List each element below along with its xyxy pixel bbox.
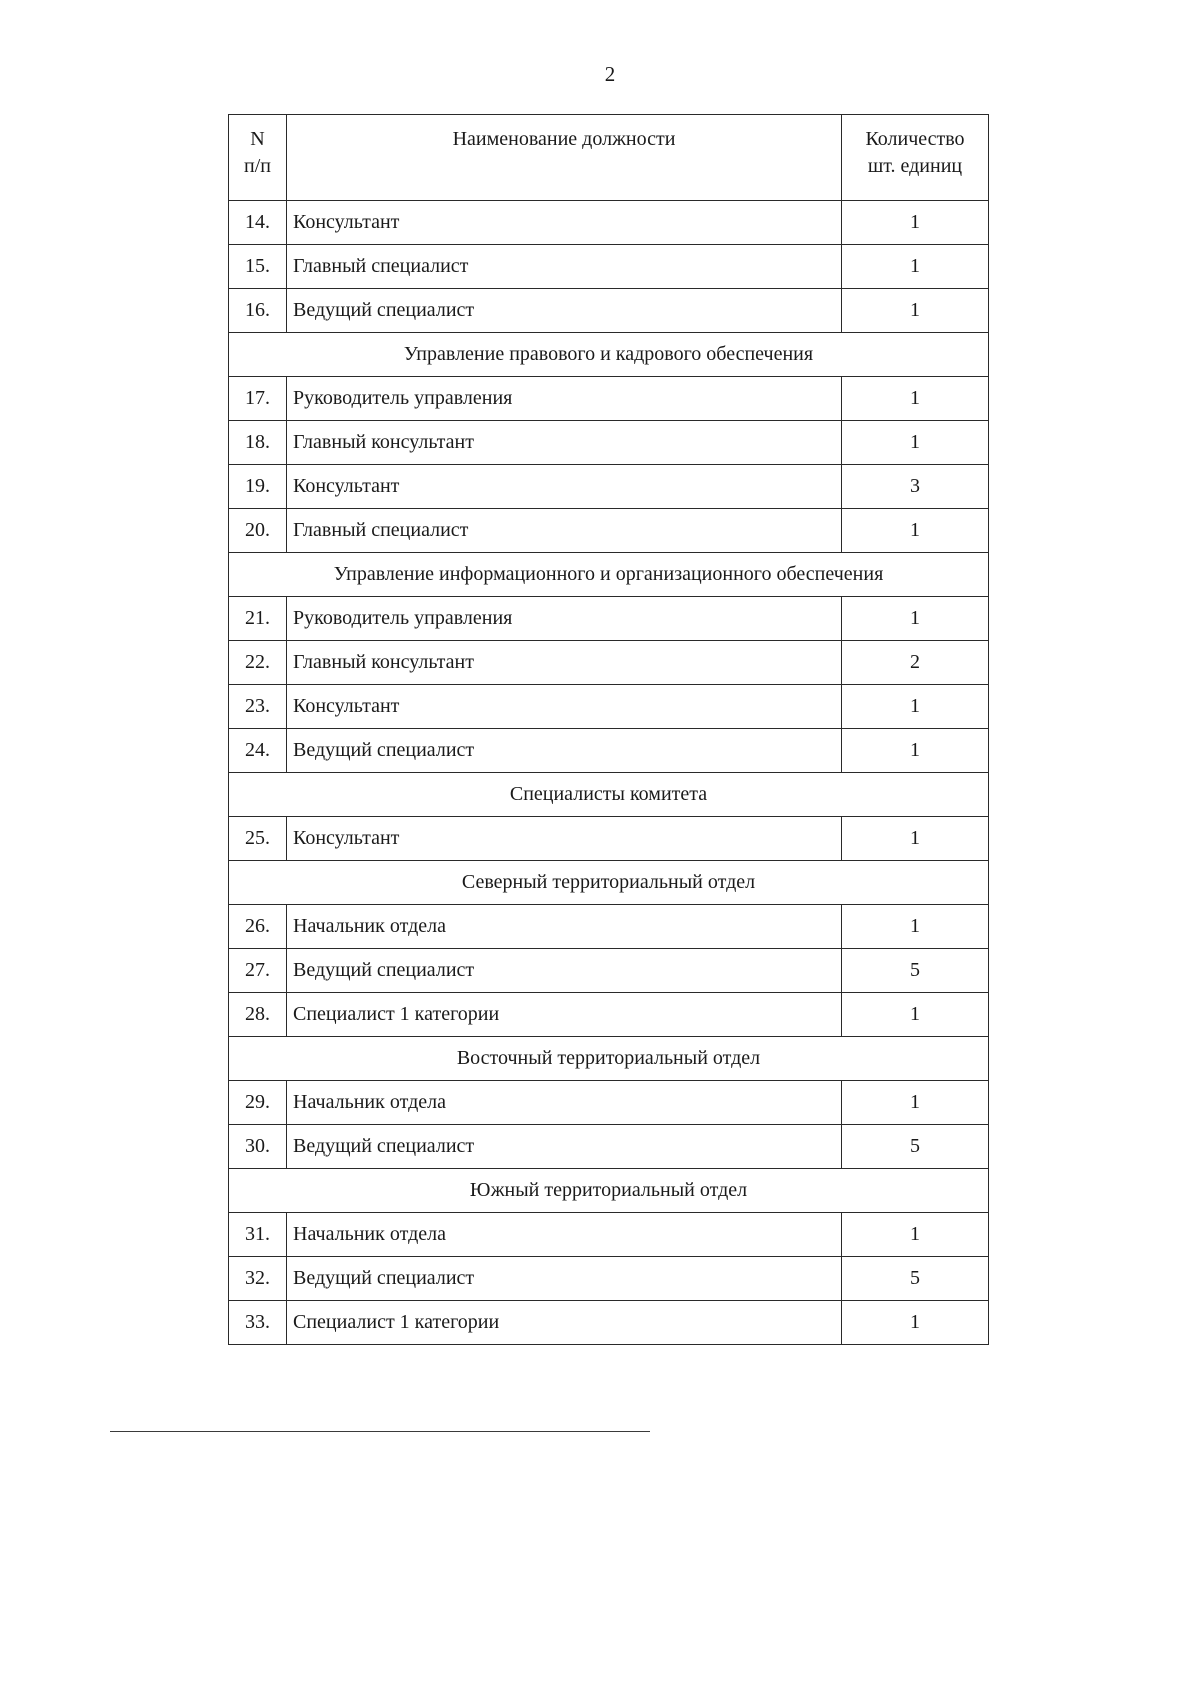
table-row	[229, 465, 989, 509]
table-row	[229, 1081, 989, 1125]
cell-quantity: 1	[842, 993, 989, 1037]
table-header-row	[229, 115, 989, 201]
table-body	[229, 201, 989, 1345]
section-header-row	[229, 553, 989, 597]
cell-number: 22.	[229, 641, 287, 685]
table-row	[229, 729, 989, 773]
cell-number: 30.	[229, 1125, 287, 1169]
cell-position-name: Специалист 1 категории	[287, 993, 842, 1037]
cell-position-name: Ведущий специалист	[287, 949, 842, 993]
cell-quantity: 1	[842, 817, 989, 861]
cell-number: 26.	[229, 905, 287, 949]
cell-position-name: Начальник отдела	[287, 1213, 842, 1257]
header-quantity-line-1: Количество	[865, 128, 965, 150]
cell-quantity: 1	[842, 597, 989, 641]
cell-quantity: 5	[842, 1125, 989, 1169]
section-header-row	[229, 333, 989, 377]
table-row	[229, 641, 989, 685]
section-header-row	[229, 861, 989, 905]
cell-number: 20.	[229, 509, 287, 553]
table-row	[229, 289, 989, 333]
cell-quantity: 5	[842, 949, 989, 993]
cell-number: 33.	[229, 1301, 287, 1345]
cell-quantity: 1	[842, 905, 989, 949]
cell-number: 21.	[229, 597, 287, 641]
table-row	[229, 1257, 989, 1301]
table-row	[229, 685, 989, 729]
cell-number: 24.	[229, 729, 287, 773]
cell-quantity: 1	[842, 509, 989, 553]
section-title: Специалисты комитета	[229, 773, 989, 817]
cell-quantity: 1	[842, 685, 989, 729]
header-position-name: Наименование должности	[287, 115, 842, 201]
cell-position-name: Ведущий специалист	[287, 289, 842, 333]
cell-position-name: Главный консультант	[287, 641, 842, 685]
cell-quantity: 1	[842, 421, 989, 465]
cell-number: 19.	[229, 465, 287, 509]
cell-position-name: Руководитель управления	[287, 597, 842, 641]
header-quantity-line-2: шт. единиц	[867, 155, 963, 177]
cell-quantity: 1	[842, 729, 989, 773]
cell-quantity: 1	[842, 1081, 989, 1125]
cell-position-name: Ведущий специалист	[287, 729, 842, 773]
cell-position-name: Специалист 1 категории	[287, 1301, 842, 1345]
cell-position-name: Консультант	[287, 465, 842, 509]
cell-position-name: Ведущий специалист	[287, 1125, 842, 1169]
table-row	[229, 201, 989, 245]
table-row	[229, 949, 989, 993]
table-row	[229, 1125, 989, 1169]
cell-quantity: 1	[842, 1213, 989, 1257]
header-quantity	[842, 115, 989, 201]
cell-number: 25.	[229, 817, 287, 861]
cell-position-name: Консультант	[287, 817, 842, 861]
cell-position-name: Ведущий специалист	[287, 1257, 842, 1301]
cell-number: 18.	[229, 421, 287, 465]
cell-number: 23.	[229, 685, 287, 729]
table-row	[229, 421, 989, 465]
cell-position-name: Главный специалист	[287, 245, 842, 289]
cell-quantity: 5	[842, 1257, 989, 1301]
section-header-row	[229, 773, 989, 817]
cell-quantity: 1	[842, 377, 989, 421]
cell-number: 29.	[229, 1081, 287, 1125]
table-row	[229, 1301, 989, 1345]
section-title: Южный территориальный отдел	[229, 1169, 989, 1213]
table-row	[229, 597, 989, 641]
cell-quantity: 2	[842, 641, 989, 685]
cell-number: 31.	[229, 1213, 287, 1257]
cell-position-name: Главный консультант	[287, 421, 842, 465]
table-row	[229, 905, 989, 949]
cell-position-name: Главный специалист	[287, 509, 842, 553]
page-number: 2	[604, 62, 616, 86]
staff-positions-table	[228, 114, 989, 1345]
section-title: Управление информационного и организационного обеспечения	[229, 553, 989, 597]
header-number-line-2: п/п	[244, 155, 271, 177]
cell-position-name: Консультант	[287, 201, 842, 245]
table-row	[229, 817, 989, 861]
table-row	[229, 377, 989, 421]
cell-quantity: 1	[842, 1301, 989, 1345]
table-row	[229, 1213, 989, 1257]
table-row	[229, 509, 989, 553]
cell-quantity: 1	[842, 201, 989, 245]
cell-position-name: Руководитель управления	[287, 377, 842, 421]
cell-quantity: 3	[842, 465, 989, 509]
cell-number: 15.	[229, 245, 287, 289]
cell-quantity: 1	[842, 245, 989, 289]
cell-position-name: Начальник отдела	[287, 905, 842, 949]
cell-number: 16.	[229, 289, 287, 333]
table-row	[229, 993, 989, 1037]
table-row	[229, 245, 989, 289]
section-title: Северный территориальный отдел	[229, 861, 989, 905]
section-header-row	[229, 1169, 989, 1213]
cell-number: 32.	[229, 1257, 287, 1301]
header-number	[229, 115, 287, 201]
cell-number: 17.	[229, 377, 287, 421]
cell-number: 28.	[229, 993, 287, 1037]
cell-number: 14.	[229, 201, 287, 245]
section-title: Управление правового и кадрового обеспечения	[229, 333, 989, 377]
cell-quantity: 1	[842, 289, 989, 333]
cell-position-name: Консультант	[287, 685, 842, 729]
cell-number: 27.	[229, 949, 287, 993]
section-title: Восточный территориальный отдел	[229, 1037, 989, 1081]
section-header-row	[229, 1037, 989, 1081]
header-number-line-1: N	[250, 128, 265, 150]
cell-position-name: Начальник отдела	[287, 1081, 842, 1125]
footnote-separator-line	[110, 1431, 650, 1432]
